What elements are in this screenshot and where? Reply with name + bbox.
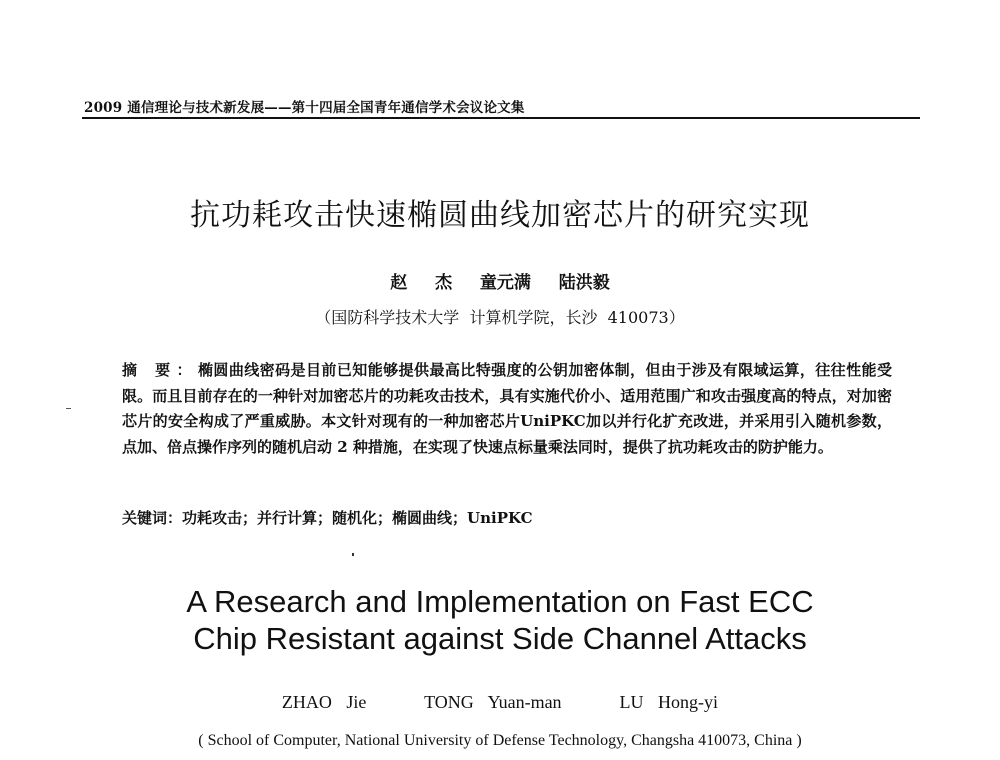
chinese-title: 抗功耗攻击快速椭圆曲线加密芯片的研究实现: [190, 198, 810, 233]
english-title: [0, 583, 1000, 657]
abstract: [122, 358, 892, 460]
keywords-label: 关键词：: [122, 509, 183, 527]
abstract-label: 摘 要：: [122, 361, 198, 379]
margin-mark: [66, 408, 71, 409]
stray-mark: [352, 553, 354, 556]
english-affiliation: ( School of Computer, National University of Defense Technology, Changsha 410073, China ): [198, 732, 802, 749]
running-header: 2009 通信理论与技术新发展——第十四届全国青年通信学术会议论文集: [84, 100, 525, 116]
keywords-text: 功耗攻击；并行计算；随机化；椭圆曲线；UniPKC: [182, 509, 533, 527]
english-title-line-1: A Research and Implementation on Fast ECC: [186, 584, 814, 619]
header-rule: [82, 117, 920, 119]
chinese-affiliation: （国防科学技术大学 计算机学院，长沙 410073）: [315, 308, 685, 327]
chinese-authors: 赵 杰 童元满 陆洪毅: [390, 273, 610, 293]
english-title-line-2: Chip Resistant against Side Channel Attacks: [193, 621, 807, 656]
abstract-text: 椭圆曲线密码是目前已知能够提供最高比特强度的公钥加密体制，但由于涉及有限域运算，往往性能受限。而且目前存在的一种针对加密芯片的功耗攻击技术，具有实施代价小、适用范围广和攻击强度高的特点，对加密芯片的安全构成了严重威胁。本文针对现有的一种加密芯片UniPKC加以并行化扩充改进，并采用引入随机参数，点加、倍点操作序列的随机启动 2 种措施，在实现了快速点标量乘法同时，提供了抗功耗攻击的防护能力。: [122, 361, 892, 456]
keywords: [122, 507, 892, 528]
english-authors: ZHAO Jie TONG Yuan-man LU Hong-yi: [281, 692, 719, 712]
